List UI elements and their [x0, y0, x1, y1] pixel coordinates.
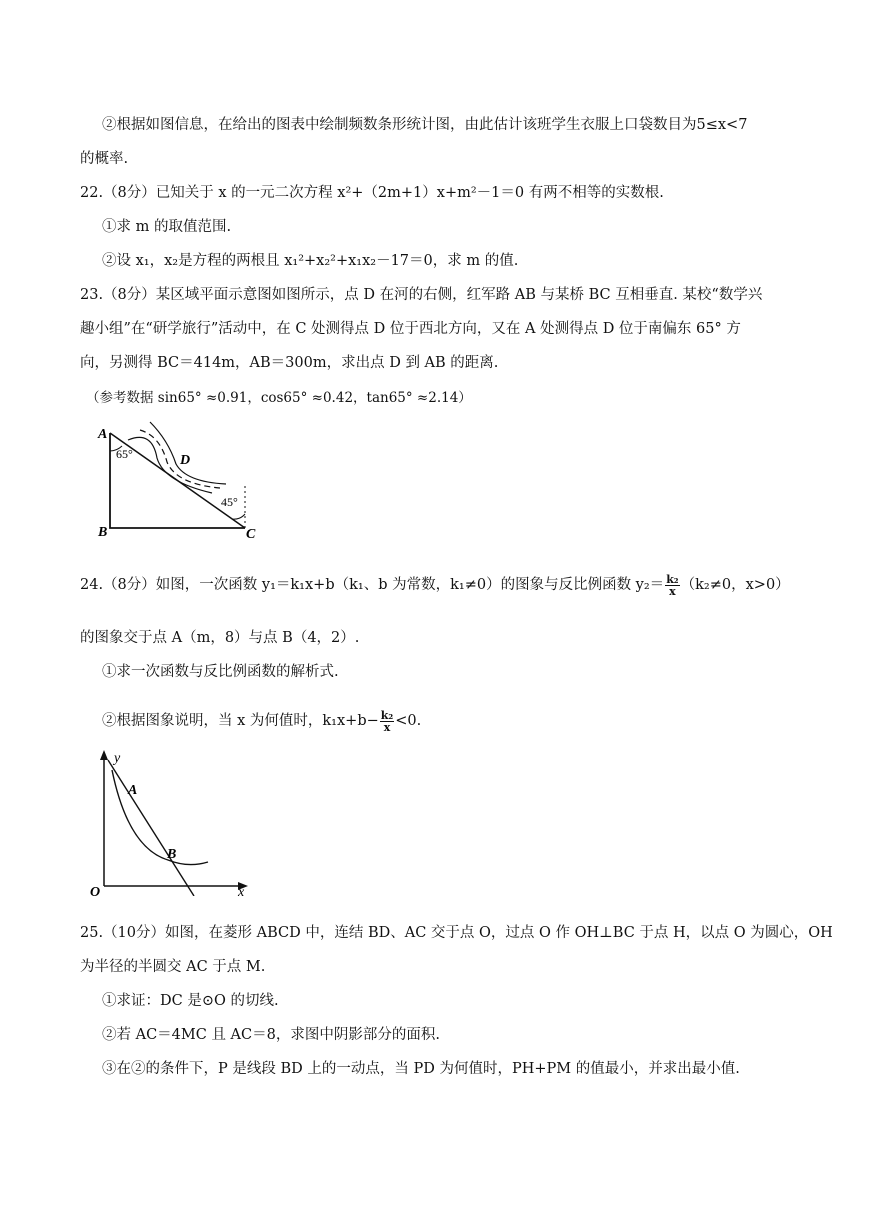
q23-label-c: C	[246, 527, 256, 542]
q23-line2: 趣小组”在“研学旅行”活动中，在 C 处测得点 D 位于西北方向，又在 A 处测得点 D 位于南偏东 65° 方	[80, 321, 741, 337]
q24-part2-text-b: <0.	[395, 713, 422, 729]
q24-part2-fraction	[380, 710, 394, 733]
q24-part1: ①求一次函数与反比例函数的解析式.	[102, 664, 339, 680]
q23-label-a: A	[98, 427, 108, 442]
q24-part2-fraction-denominator: x	[383, 720, 391, 734]
q24-inverse-function	[112, 770, 208, 865]
q24-line1	[80, 573, 790, 597]
q24-label-o: O	[90, 885, 101, 896]
q23-figure	[92, 418, 272, 543]
q24-line1-text-a: 24.（8分）如图，一次函数 y₁＝k₁x+b（k₁、b 为常数，k₁≠0）的图象与反比例函数 y₂＝	[80, 577, 665, 593]
q21-part2-line1: ②根据如图信息，在给出的图表中绘制频数条形统计图，由此估计该班学生衣服上口袋数目为5≤x<7	[102, 117, 748, 133]
q24-line1-text-b: （k₂≠0，x>0）	[680, 577, 790, 593]
q22-header: 22.（8分）已知关于 x 的一元二次方程 x²+（2m+1）x+m²－1＝0 有两不相等的实数根.	[80, 185, 664, 201]
q22-part1: ①求 m 的取值范围.	[102, 219, 232, 235]
q24-label-b: B	[167, 847, 177, 862]
q24-label-y: y	[114, 751, 121, 766]
q23-angle-c-arc	[232, 514, 245, 519]
q24-part2	[102, 709, 421, 733]
q24-label-x: x	[238, 885, 245, 896]
q24-fraction-numerator: k₂	[666, 572, 679, 586]
q23-label-d: D	[180, 453, 191, 468]
q23-line3: 向，另测得 BC＝414m，AB＝300m，求出点 D 到 AB 的距离.	[80, 355, 499, 371]
q23-label-b: B	[98, 525, 108, 540]
q21-part2-line2: 的概率.	[80, 151, 129, 167]
q25-part3: ③在②的条件下，P 是线段 BD 上的一动点，当 PD 为何值时，PH+PM 的值最小，并求出最小值.	[102, 1061, 740, 1077]
q24-part2-text-a: ②根据图象说明，当 x 为何值时，k₁x+b−	[102, 713, 379, 729]
q24-fraction-k2-over-x	[665, 574, 679, 597]
q23-angle-c-label: 45°	[221, 495, 238, 509]
q25-part2: ②若 AC＝4MC 且 AC＝8，求图中阴影部分的面积.	[102, 1027, 440, 1043]
q23-reference-data: （参考数据 sin65° ≈0.91，cos65° ≈0.42，tan65° ≈2.14）	[86, 390, 472, 406]
q24-part2-fraction-numerator: k₂	[380, 708, 394, 722]
q24-label-a: A	[128, 783, 138, 798]
q25-line2: 为半径的半圆交 AC 于点 M.	[80, 959, 266, 975]
q24-linear-function	[108, 760, 194, 896]
q24-figure	[88, 748, 258, 896]
q24-y-arrow	[100, 750, 108, 760]
q23-angle-a-label: 65°	[116, 447, 133, 461]
q24-line2: 的图象交于点 A（m，8）与点 B（4，2）.	[80, 630, 360, 646]
q25-part1: ①求证：DC 是⊙O 的切线.	[102, 993, 279, 1009]
q22-part2: ②设 x₁，x₂是方程的两根且 x₁²+x₂²+x₁x₂－17＝0，求 m 的值.	[102, 253, 519, 269]
q24-fraction-denominator: x	[669, 584, 676, 598]
q25-line1: 25.（10分）如图，在菱形 ABCD 中，连结 BD、AC 交于点 O，过点 O 作 OH⊥BC 于点 H，以点 O 为圆心，OH	[80, 925, 833, 941]
q23-line1: 23.（8分）某区域平面示意图如图所示，点 D 在河的右侧，红军路 AB 与某桥 BC 互相垂直. 某校“数学兴	[80, 287, 763, 303]
